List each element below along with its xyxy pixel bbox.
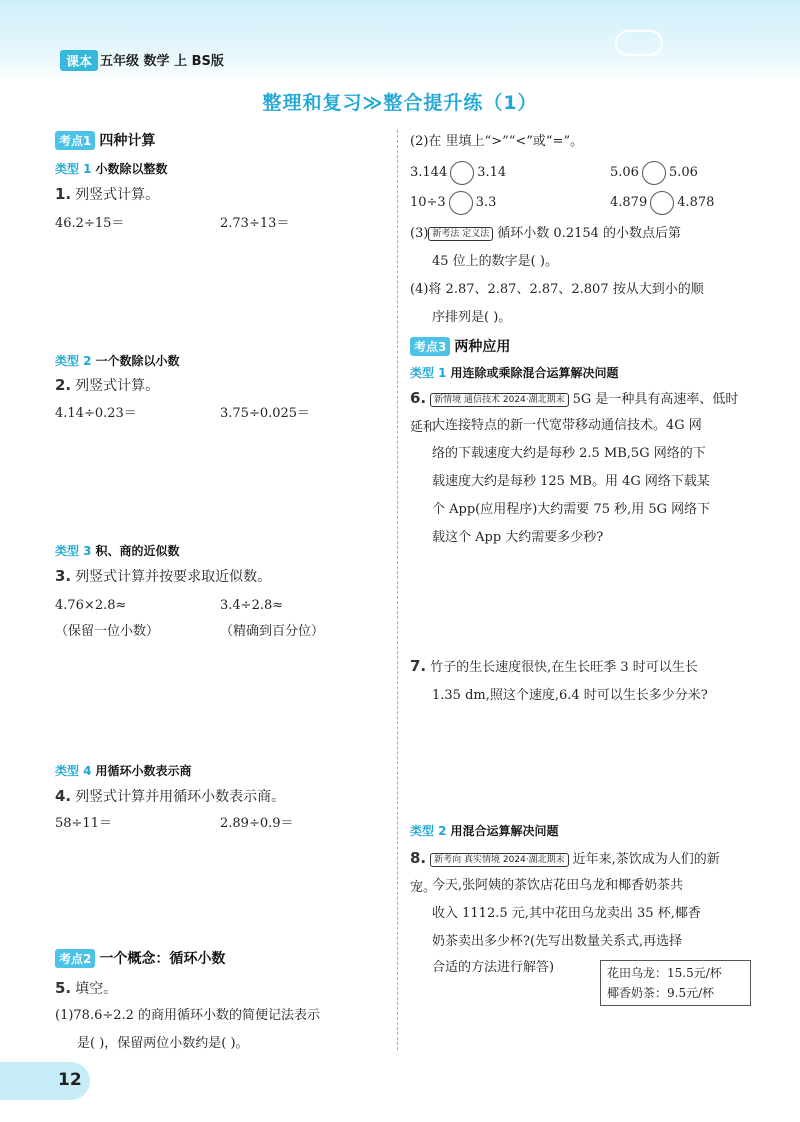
question-2: 2. 列竖式计算。 bbox=[55, 376, 160, 394]
compare-circle[interactable] bbox=[449, 191, 473, 215]
q1-items: 46.2÷15＝ 2.73÷13＝ bbox=[55, 216, 290, 231]
kaodian-title: 两种应用 bbox=[454, 339, 511, 355]
question-8: 8. 新考向 真实情境 2024·湖北期末 近年来,茶饮成为人们的新宠。 bbox=[410, 849, 720, 895]
q8-line: 奶茶卖出多少杯?(先写出数量关系式,再选择 bbox=[432, 934, 683, 949]
q5-part1-line1: (1)78.6÷2.2 的商用循环小数的简便记法表示 bbox=[55, 1008, 321, 1023]
q4-items: 58÷11＝ 2.89÷0.9＝ bbox=[55, 816, 294, 831]
compare-circle[interactable] bbox=[642, 161, 666, 185]
question-4: 4. 列竖式计算并用循环小数表示商。 bbox=[55, 787, 286, 805]
q2-items: 4.14÷0.23＝ 3.75÷0.025＝ bbox=[55, 406, 311, 421]
q6-line: 载速度大约是每秒 125 MB。用 4G 网络下载某 bbox=[432, 474, 710, 489]
type-heading: 类型 1 用连除或乘除混合运算解决问题 bbox=[410, 366, 619, 380]
q5-part4-line2: 序排列是( )。 bbox=[432, 310, 512, 325]
q6-line: 个 App(应用程序)大约需要 75 秒,用 5G 网络下 bbox=[432, 502, 711, 517]
page-title: 整理和复习≫整合提升练（1） bbox=[262, 92, 538, 114]
kaodian-tag: 考点1 bbox=[55, 131, 95, 150]
q7-line: 1.35 dm,照这个速度,6.4 时可以生长多少分米? bbox=[432, 688, 708, 703]
new-method-badge: 新考法 定义法 bbox=[428, 227, 493, 241]
grade-label: 五年级 数学 上 BS版 bbox=[100, 54, 224, 69]
kaodian-title: 一个概念：循环小数 bbox=[99, 951, 226, 967]
q3-notes: （保留一位小数） （精确到百分位） bbox=[55, 624, 325, 639]
compare-circle[interactable] bbox=[450, 161, 474, 185]
q6-line: 络的下载速度大约是每秒 2.5 MB,5G 网络的下 bbox=[432, 446, 706, 461]
new-context-badge: 新情境 通信技术 2024·湖北期末 bbox=[430, 393, 569, 407]
compare-circle[interactable] bbox=[650, 191, 674, 215]
type-heading: 类型 3 积、商的近似数 bbox=[55, 544, 180, 558]
column-divider bbox=[397, 130, 398, 1050]
kaodian-tag: 考点3 bbox=[410, 337, 450, 356]
price-line: 花田乌龙：15.5元/杯 bbox=[607, 966, 722, 980]
q8-line: 今天,张阿姨的茶饮店花田乌龙和椰香奶茶共 bbox=[432, 878, 684, 893]
type-heading: 类型 2 一个数除以小数 bbox=[55, 354, 180, 368]
question-7: 7. 竹子的生长速度很快,在生长旺季 3 时可以生长 bbox=[410, 657, 698, 675]
type-heading: 类型 1 小数除以整数 bbox=[55, 162, 168, 176]
q5-part3-line2: 45 位上的数字是( )。 bbox=[432, 254, 558, 269]
q5-part4-line1: (4)将 2.87、2.87、2.87、2.807 按从大到小的顺 bbox=[410, 282, 704, 297]
q5-part1-line2: 是( )，保留两位小数约是( )。 bbox=[77, 1036, 249, 1051]
page-number: 12 bbox=[58, 1070, 82, 1090]
q8-line: 合适的方法进行解答) bbox=[432, 960, 555, 975]
kaodian-title: 四种计算 bbox=[99, 133, 156, 149]
type-heading: 类型 4 用循环小数表示商 bbox=[55, 764, 192, 778]
question-5: 5. 填空。 bbox=[55, 979, 118, 997]
q6-line: 载这个 App 大约需要多少秒? bbox=[432, 530, 604, 545]
compare-grid: 3.144 3.14 5.06 5.06 10÷3 3.3 4.879 4.878 bbox=[410, 160, 745, 216]
question-3: 3. 列竖式计算并按要求取近似数。 bbox=[55, 567, 272, 585]
kaodian-tag: 考点2 bbox=[55, 949, 95, 968]
price-box bbox=[600, 960, 751, 1006]
question-6: 6. 新情境 通信技术 2024·湖北期末 5G 是一种具有高速率、低时延和 bbox=[410, 389, 739, 435]
new-direction-badge: 新考向 真实情境 2024·湖北期末 bbox=[430, 853, 569, 867]
q8-line: 收入 1112.5 元,其中花田乌龙卖出 35 杯,椰香 bbox=[432, 906, 701, 921]
header-band bbox=[0, 0, 800, 82]
q6-line: 大连接特点的新一代宽带移动通信技术。4G 网 bbox=[432, 418, 702, 433]
q5-part3-line1: (3) 新考法 定义法 循环小数 0.2154 的小数点后第 bbox=[410, 226, 682, 241]
q3-items: 4.76×2.8≈ 3.4÷2.8≈ bbox=[55, 598, 284, 613]
q5-part2: (2)在 里填上“>”“<”或“=”。 bbox=[410, 134, 584, 149]
price-line: 椰香奶茶：9.5元/杯 bbox=[607, 986, 715, 1000]
brand-logo: 课本 bbox=[60, 50, 98, 71]
page-number-tab bbox=[0, 1062, 90, 1100]
type-heading: 类型 2 用混合运算解决问题 bbox=[410, 824, 559, 838]
question-1: 1. 列竖式计算。 bbox=[55, 185, 160, 203]
cloud-icon bbox=[615, 30, 663, 56]
